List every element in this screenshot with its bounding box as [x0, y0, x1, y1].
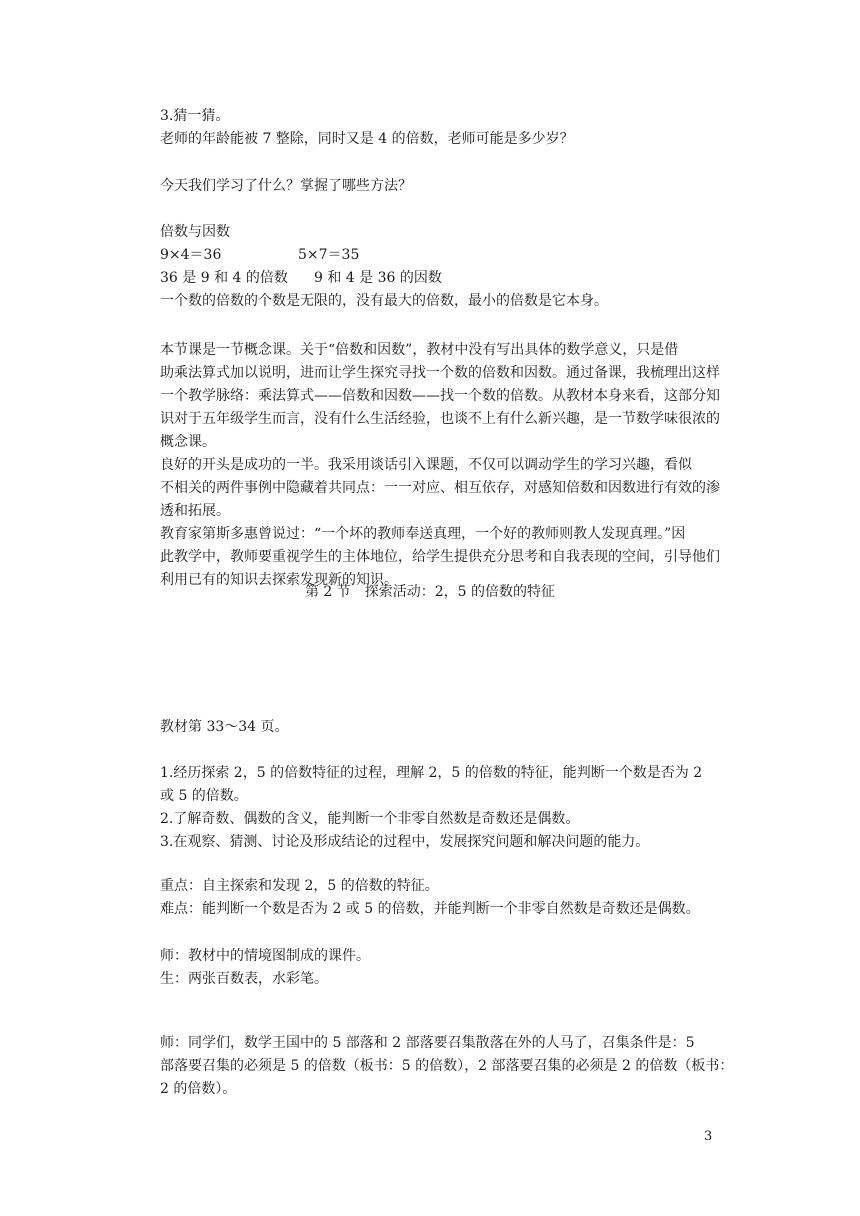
goal-3: 3.在观察、猜测、讨论及形成结论的过程中，发展探究问题和解决问题的能力。	[160, 834, 650, 850]
equation-right: 5×7＝35	[298, 247, 360, 263]
equation-left: 9×4＝36	[160, 247, 222, 263]
difficult-point: 难点：能判断一个数是否为 2 或 5 的倍数，并能判断一个非零自然数是奇数还是偶数。	[160, 901, 700, 917]
lesson-intro: 2 的倍数）。	[160, 1081, 237, 1097]
goal-2: 2.了解奇数、偶数的含义，能判断一个非零自然数是奇数还是偶数。	[160, 811, 580, 827]
multiple-conclusion: 一个数的倍数的个数是无限的，没有最大的倍数，最小的倍数是它本身。	[160, 293, 608, 309]
reflection-paragraph-2: 良好的开头是成功的一半。我采用谈话引入课题，不仅可以调动学生的学习兴趣，看似	[160, 457, 692, 473]
board-title: 倍数与因数	[160, 224, 230, 240]
factor-statement: 9 和 4 是 36 的因数	[314, 270, 442, 286]
reflection-paragraph-2: 不相关的两件事例中隐藏着共同点：一一对应、相互依存，对感知倍数和因数进行有效的渗	[160, 480, 720, 496]
lesson-intro: 师：同学们，数学王国中的 5 部落和 2 部落要召集散落在外的人马了，召集条件是：5	[160, 1035, 695, 1051]
reflection-paragraph-1: 一个教学脉络：乘法算式——倍数和因数——找一个数的倍数。从教材本身来看，这部分知	[160, 388, 720, 404]
reflection-paragraph-1: 识对于五年级学生而言，没有什么生活经验，也谈不上有什么新兴趣，是一节数学味很浓的	[160, 411, 720, 427]
key-point: 重点：自主探索和发现 2，5 的倍数的特征。	[160, 878, 439, 894]
goal-1: 1.经历探索 2，5 的倍数特征的过程，理解 2，5 的倍数的特征，能判断一个数是否为 2	[160, 765, 703, 781]
goal-1-cont: 或 5 的倍数。	[160, 788, 248, 804]
reflection-paragraph-3: 教育家第斯多惠曾说过：“一个坏的教师奉送真理，一个好的教师则教人发现真理。”因	[160, 526, 686, 542]
reflection-paragraph-3: 此教学中，教师要重视学生的主体地位，给学生提供充分思考和自我表现的空间，引导他们	[160, 549, 720, 565]
guess-heading: 3.猜一猜。	[160, 108, 230, 124]
section-title: 第 2 节 探索活动：2，5 的倍数的特征	[304, 584, 556, 600]
lesson-intro: 部落要召集的必须是 5 的倍数（板书：5 的倍数），2 部落要召集的必须是 2 的倍数（板书：	[160, 1058, 734, 1074]
reflection-paragraph-1: 概念课。	[160, 434, 216, 450]
multiple-statement: 36 是 9 和 4 的倍数	[160, 270, 288, 286]
teacher-prep: 师：教材中的情境图制成的课件。	[160, 948, 370, 964]
summary-question: 今天我们学习了什么？掌握了哪些方法？	[160, 178, 412, 194]
reflection-paragraph-1: 本节课是一节概念课。关于“倍数和因数”，教材中没有写出具体的数学意义，只是借	[160, 342, 679, 358]
page-number: 3	[704, 1129, 713, 1144]
material-pages: 教材第 33～34 页。	[160, 719, 289, 735]
guess-question: 老师的年龄能被 7 整除，同时又是 4 的倍数，老师可能是多少岁？	[160, 131, 574, 147]
reflection-paragraph-3: 利用已有的知识去探索发现新的知识。	[160, 572, 398, 588]
student-prep: 生：两张百数表，水彩笔。	[160, 971, 328, 987]
reflection-paragraph-2: 透和拓展。	[160, 503, 230, 519]
reflection-paragraph-1: 助乘法算式加以说明，进而让学生探究寻找一个数的倍数和因数。通过备课，我梳理出这样	[160, 365, 720, 381]
